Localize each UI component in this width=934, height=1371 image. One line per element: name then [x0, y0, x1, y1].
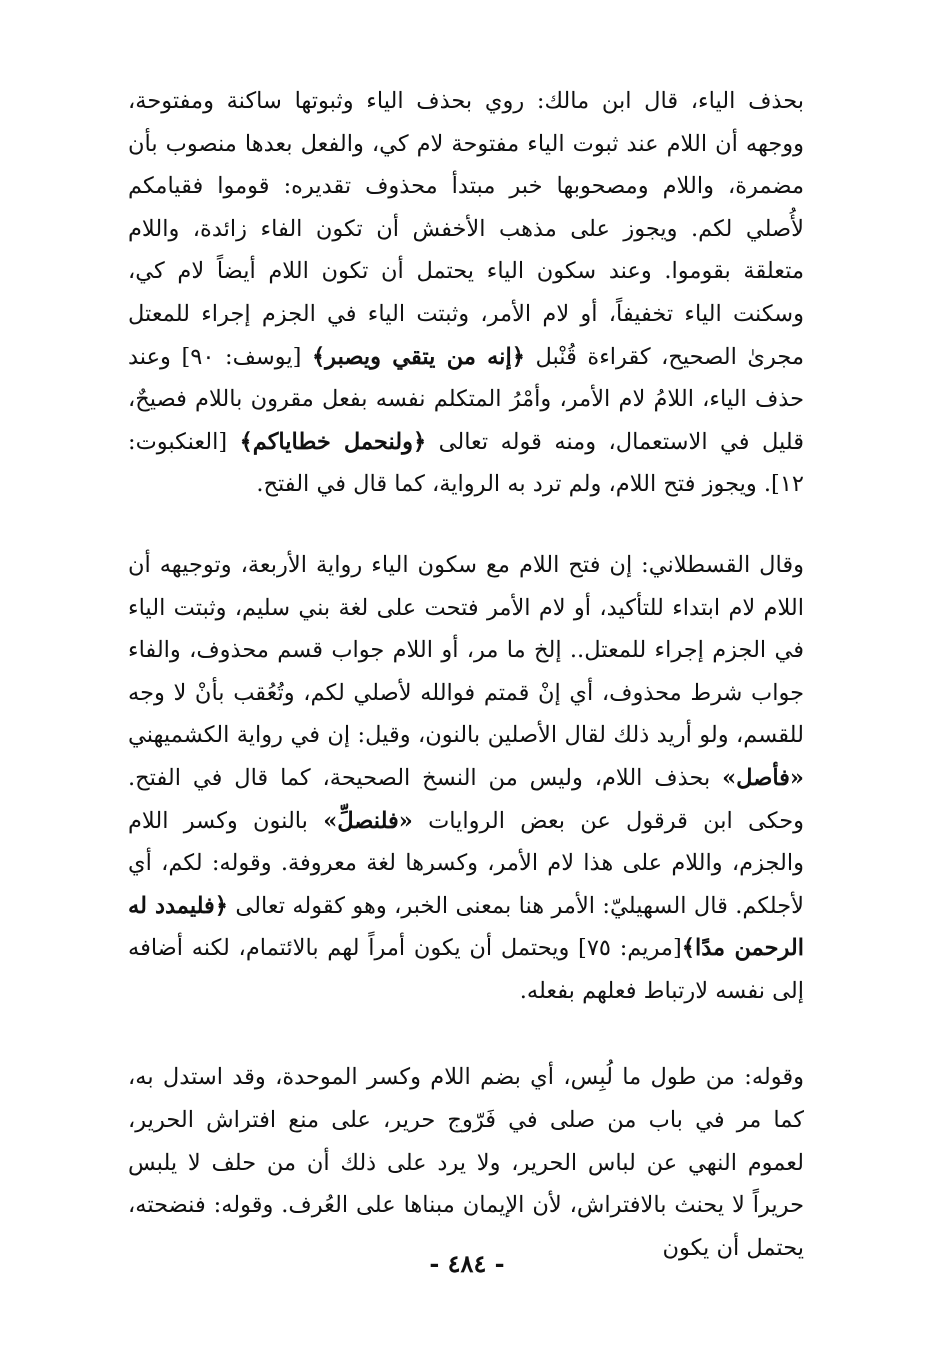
- quran-quote: ﴿إنه من يتقي ويصبر﴾: [311, 343, 525, 370]
- quoted-variant: «فأصل»: [722, 764, 804, 791]
- text-segment: بحذف اللام، وليس من النسخ الصحيحة، كما قال في الفتح. وحكى ابن قرقول عن بعض الروايات: [128, 764, 804, 834]
- page-body: [128, 80, 804, 1269]
- text-segment: وقوله: من طول ما لُبِس، أي بضم اللام وكسر الموحدة، وقد استدل به، كما مر في باب من صلى في فَرّوج حرير، على منع افتراش الحرير، لعموم النهي عن لباس الحرير، ولا يرد على ذلك أن من حلف لا يلبس حريراً لا يحنث بالافتراش، لأن الإيمان مبناها على العُرف. وقوله: فنضحته، يحتمل أن يكون: [128, 1064, 804, 1261]
- quran-quote: ﴿فليمدد له الرحمن مدًا﴾: [128, 892, 805, 962]
- text-segment: بحذف الياء، قال ابن مالك: روي بحذف الياء وثبوتها ساكنة ومفتوحة، ووجهه أن اللام عند ثبوت الياء مفتوحة لام كي، والفعل بعدها منصوب بأن مضمرة، واللام ومصحوبها خبر مبتدأ محذوف تقديره: قوموا فقيامكم لأُصلي لكم. ويجوز على مذهب الأخفش أن تكون الفاء زائدة، واللام متعلقة بقوموا. وعند سكون الياء يحتمل أن تكون اللام أيضاً لام كي، وسكنت الياء تخفيفاً، أو لام الأمر، وثبتت الياء في الجزم إجراء للمعتل مجرىٰ الصحيح، كقراءة قُنْبل: [128, 88, 805, 370]
- text-segment: [العنكبوت: ١٢]. ويجوز فتح اللام، ولم ترد به الرواية، كما قال في الفتح.: [128, 428, 804, 498]
- text-segment: [مريم: ٧٥] ويحتمل أن يكون أمراً لهم بالائتمام، لكنه أضافه إلى نفسه لارتباط فعلهم بفعله.: [128, 935, 804, 1004]
- quran-quote: ﴿ولنحمل خطاياكم﴾: [239, 428, 427, 455]
- text-segment: [يوسف: ٩٠] وعند حذف الياء، اللامُ لام الأمر، وأمْرُ المتكلم نفسه بفعل مقرون باللام فصيحٌ، قليل في الاستعمال، ومنه قوله تعالى: [128, 343, 804, 455]
- paragraph-3: [128, 1056, 804, 1269]
- paragraph-2: [128, 544, 804, 1013]
- paragraph-1: [128, 80, 804, 506]
- page-number: - ٤٨٤ -: [429, 1249, 505, 1278]
- text-segment: وقال القسطلاني: إن فتح اللام مع سكون الياء رواية الأربعة، وتوجيهه أن اللام لام ابتداء للتأكيد، أو لام الأمر فتحت على لغة بني سليم، وثبتت الياء في الجزم إجراء للمعتل.. إلخ ما مر، أو اللام جواب قسم محذوف، والفاء جواب شرط محذوف، أي إنْ قمتم فوالله لأصلي لكم، وتُعُقب بأنْ لا وجه للقسم، ولو أريد ذلك لقال الأصلين بالنون، وقيل: إن في رواية الكشميهني: [128, 551, 804, 749]
- quoted-variant: «فلنصلِّ»: [323, 807, 413, 834]
- text-segment: بالنون وكسر اللام والجزم، واللام على هذا لام الأمر، وكسرها لغة معروفة. وقوله: لكم، أي لأجلكم. قال السهيليّ: الأمر هنا بمعنى الخبر، وهو كقوله تعالى: [128, 807, 804, 919]
